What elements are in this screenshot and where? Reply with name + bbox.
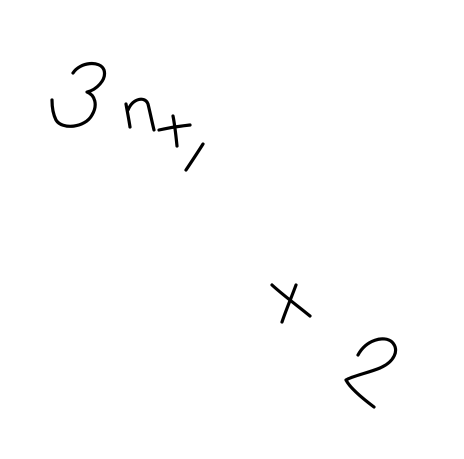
glyph-operator-times (272, 285, 310, 322)
glyph-multiplier-2 (346, 339, 396, 407)
glyph-exponent-plus (159, 116, 190, 146)
glyph-exponent-1 (186, 144, 203, 170)
glyph-base-3 (52, 64, 105, 127)
glyph-exponent-n (126, 99, 154, 130)
